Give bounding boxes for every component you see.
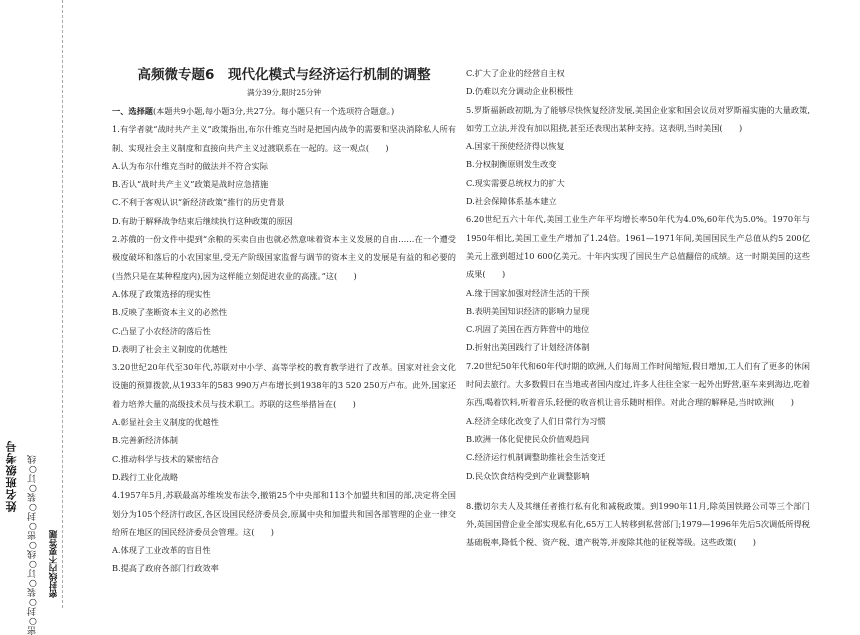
section-label: 一、选择题 <box>112 106 153 116</box>
seal-dashed-line <box>62 0 63 608</box>
answer-option: A.缘于国家加强对经济生活的干预 <box>466 287 590 298</box>
page-subtitle: 满分39分,限时25分钟 <box>247 88 321 97</box>
answer-option: D.仍难以充分调动企业积极性 <box>466 86 574 97</box>
question-4-continued-options <box>466 64 810 101</box>
right-question-list <box>466 101 810 552</box>
question-block <box>112 358 456 486</box>
question-block <box>112 230 456 358</box>
answer-option: D.践行工业化战略 <box>112 471 179 482</box>
seal-line-warning: 密封线内不要答题 <box>49 530 59 598</box>
student-identity-label: 姓名班级考号 <box>5 440 18 512</box>
question-stem: 2.苏俄的一份文件中提到“余粮的买卖自由也就必然意味着资本主义发展的自由……在一个遭受极度破坏和落后的小农国家里,受无产阶级国家监督与调节的资本主义的发展是有益的和必要的(当然只是在某种程度内),因为这样能立刻促进农业的高涨。”这( ) <box>112 234 456 281</box>
left-question-list <box>112 120 456 577</box>
answer-option: A.体现了政策选择的现实性 <box>112 288 211 299</box>
question-block <box>466 485 810 552</box>
question-stem: 7.20世纪50年代和60年代时期的欧洲,人们每周工作时间缩短,假日增加,工人们有了更多的休闲时间去旅行。大多数假日在当地或者国内度过,许多人往往全家一起外出野营,驱车来到海边,吃着东西,喝着饮料,听着音乐,轻便的收音机让音乐随时相伴。对此合理的解释是,当时欧洲( ) <box>466 360 810 408</box>
answer-option: C.巩固了美国在西方阵营中的地位 <box>466 324 590 335</box>
right-column <box>466 64 810 552</box>
answer-option: A.经济全球化改变了人们日常行为习惯 <box>466 415 606 426</box>
answer-option: D.有助于解释战争结束后继续执行这种政策的原因 <box>112 215 293 226</box>
page-title: 高频微专题6 现代化模式与经济运行机制的调整 <box>137 67 431 83</box>
answer-option: B.欧洲一体化促使民众价值观趋同 <box>466 433 590 444</box>
question-gap <box>466 485 810 497</box>
answer-option: C.凸显了小农经济的落后性 <box>112 325 211 336</box>
seal-line-marks: 密○封○装○订○线○密○封○装○订○线 <box>28 455 38 635</box>
answer-option: B.完善新经济体制 <box>112 435 178 446</box>
answer-option: C.不利于客观认识“新经济政策”推行的历史背景 <box>112 197 285 208</box>
answer-option: C.扩大了企业的经营自主权 <box>466 68 565 78</box>
question-block <box>466 210 810 356</box>
section-heading <box>112 102 456 120</box>
answer-option: B.反映了垄断资本主义的必然性 <box>112 307 228 318</box>
question-block <box>466 357 810 485</box>
answer-option: B.否认“战时共产主义”政策是战时应急措施 <box>112 179 269 190</box>
question-stem: 3.20世纪20年代至30年代,苏联对中小学、高等学校的教育教学进行了改革。国家对社会文化设施的预算拨款,从1933年的583 990万卢布增长到1938年的3 520 250万卢布。此外,国家还着力培养大量的高级技术员与技术职工。苏联的这些举措旨在( ) <box>112 362 456 409</box>
answer-option: C.现实需要总统权力的扩大 <box>466 177 565 188</box>
section-note: (本题共9小题,每小题3分,共27分。每小题只有一个选项符合题意。) <box>152 106 395 116</box>
question-stem: 6.20世纪五六十年代,美国工业生产年平均增长率50年代为4.0%,60年代为5.0%。1970年与1950年相比,美国工业生产增加了1.24倍。1961—1971年间,美国国民生产总值从约5 200亿美元上涨到超过10 600亿美元。十年内实现了国民生产总值翻倍的成绩。这一时期美国的这些成果( ) <box>466 214 810 280</box>
answer-option: B.表明美国知识经济的影响力显现 <box>466 305 590 316</box>
question-stem: 1.有学者就“战时共产主义”政策指出,布尔什维克当时是把国内战争的需要和坚决消除私人所有制、实现社会主义制度和直接向共产主义过渡联系在一起的。这一观点( ) <box>112 124 456 153</box>
question-stem: 8.撒切尔夫人及其继任者推行私有化和减税政策。到1990年11月,除英国铁路公司等三个部门外,英国国营企业全部实现私有化,65万工人转移到私营部门;1979—1996年先后5次调低所得税基础税率,降低个税、资产税、遗产税等,并废除其他的征税等级。这些政策( ) <box>466 500 810 548</box>
answer-option: D.表明了社会主义制度的优越性 <box>112 343 228 354</box>
question-block <box>112 120 456 230</box>
left-column <box>112 64 456 578</box>
answer-option: A.认为布尔什维克当时的做法并不符合实际 <box>112 160 268 171</box>
answer-option: A.国家干预使经济得以恢复 <box>466 141 565 152</box>
question-stem: 4.1957年5月,苏联最高苏维埃发布法令,撤销25个中央部和113个加盟共和国的部,决定将全国划分为105个经济行政区,各区设国民经济委员会,原属中央和加盟共和国各部管理的企业一律交给所在地区的国民经济委员会管理。这( ) <box>112 490 456 537</box>
answer-option: B.提高了政府各部门行政效率 <box>112 563 219 574</box>
question-block <box>112 486 456 577</box>
answer-option: C.推动科学与技术的紧密结合 <box>112 453 219 464</box>
answer-option: D.折射出美国践行了计划经济体制 <box>466 342 590 353</box>
answer-option: D.民众饮食结构受到产业调整影响 <box>466 470 590 481</box>
answer-option: A.彰显社会主义制度的优越性 <box>112 417 219 428</box>
question-stem: 5.罗斯福新政初期,为了能够尽快恢复经济发展,美国企业家和国会议员对罗斯福实施的大量政策,如劳工立法,并没有加以阻挠,甚至还表现出某种支持。这表明,当时美国( ) <box>466 104 810 133</box>
answer-option: B.分权制衡原则发生改变 <box>466 159 557 170</box>
question-block <box>466 101 810 211</box>
answer-option: C.经济运行机制调整助推社会生活变迁 <box>466 452 606 463</box>
answer-option: D.社会保障体系基本建立 <box>466 196 557 207</box>
binding-margin <box>0 0 70 635</box>
answer-option: A.体现了工业改革的盲目性 <box>112 545 211 556</box>
